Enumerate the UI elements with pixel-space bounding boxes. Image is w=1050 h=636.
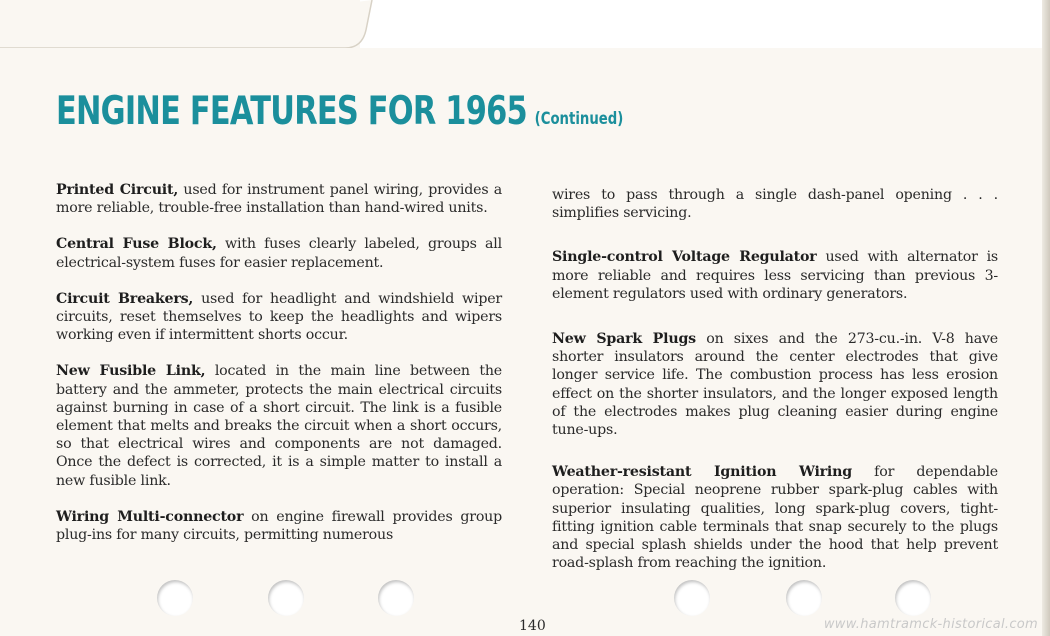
- binder-hole: [378, 580, 414, 616]
- binder-hole: [157, 580, 193, 616]
- binder-hole: [786, 580, 822, 616]
- paragraph-text: with fuses clearly labeled, groups all electrical-system fuses for easier replacement.: [56, 236, 502, 271]
- paragraph-heading: New Fusible Link,: [56, 363, 206, 380]
- page-title-continued: (Continued): [534, 109, 624, 129]
- paragraph-wiring-continued: [552, 186, 998, 222]
- paragraph-wiring-multi-connector: [56, 508, 502, 544]
- page-title: [56, 89, 624, 134]
- paragraph-text: for dependable operation: Special neoprene rubber spark-plug cables with superior insulating qualities, long spark-plug covers, tight-fitting ignition cable terminals that snap securely to the plugs and special splash shields under the hood that help prevent road-splash from reaching the ignition.: [552, 464, 999, 572]
- paragraph-text: wires to pass through a single dash-panel opening . . . simplifies servicing.: [552, 187, 998, 222]
- paragraph-voltage-regulator: [552, 248, 998, 303]
- paragraph-heading: Single-control Voltage Regulator: [552, 249, 817, 266]
- page-right-edge: [1042, 0, 1050, 636]
- index-tab-cutout: [360, 0, 1050, 48]
- paragraph-heading: Wiring Multi-connector: [56, 508, 244, 525]
- paragraph-heading: Central Fuse Block,: [56, 236, 217, 253]
- paragraph-central-fuse-block: [56, 235, 502, 271]
- page-title-main: ENGINE FEATURES FOR 1965: [56, 89, 527, 134]
- paragraph-text: located in the main line between the battery and the ammeter, protects the main electrical circuits against burning in case of a short circuit. The link is a fusible element that melts and breaks the circuit when a short occurs, so that electrical wires and components are not damaged. Once the defect is corrected, it is a simple matter to install a new fusible link.: [56, 363, 502, 489]
- binder-hole: [895, 580, 931, 616]
- paragraph-heading: Weather-resistant Ignition Wiring: [552, 464, 852, 481]
- paragraph-text: on sixes and the 273-cu.-in. V-8 have shorter insulators around the center electrodes that give longer service life. The combustion process has less erosion effect on the shorter insulators, and the longer exposed length of the electrodes makes plug cleaning easier during engine tune-ups.: [552, 331, 998, 439]
- paragraph-heading: Printed Circuit,: [56, 182, 179, 198]
- paragraph-circuit-breakers: [56, 290, 502, 345]
- paragraph-printed-circuit: [56, 181, 502, 217]
- watermark: www.hamtramck-historical.com: [823, 617, 1038, 632]
- paragraph-ignition-wiring: [552, 463, 998, 572]
- paragraph-heading: New Spark Plugs: [552, 331, 696, 348]
- paragraph-text: used for instrument panel wiring, provides a more reliable, trouble-free installation than hand-wired units.: [56, 182, 502, 217]
- paragraph-heading: Circuit Breakers,: [56, 290, 194, 307]
- paragraph-text: used for headlight and windshield wiper circuits, reset themselves to keep the headlights and wipers working even if intermittent shorts occur.: [56, 290, 502, 344]
- paragraph-new-spark-plugs: [552, 330, 998, 439]
- paragraph-new-fusible-link: [56, 362, 502, 489]
- binder-hole: [674, 580, 710, 616]
- right-column: [552, 186, 998, 572]
- paragraph-text: on engine firewall provides group plug-ins for many circuits, permitting numerous: [56, 508, 502, 544]
- binder-hole: [268, 580, 304, 616]
- paragraph-text: used with alternator is more reliable and requires less servicing than previous 3-element regulators used with ordinary generators.: [552, 249, 998, 302]
- page-number: 140: [519, 618, 546, 634]
- left-column: [56, 181, 502, 544]
